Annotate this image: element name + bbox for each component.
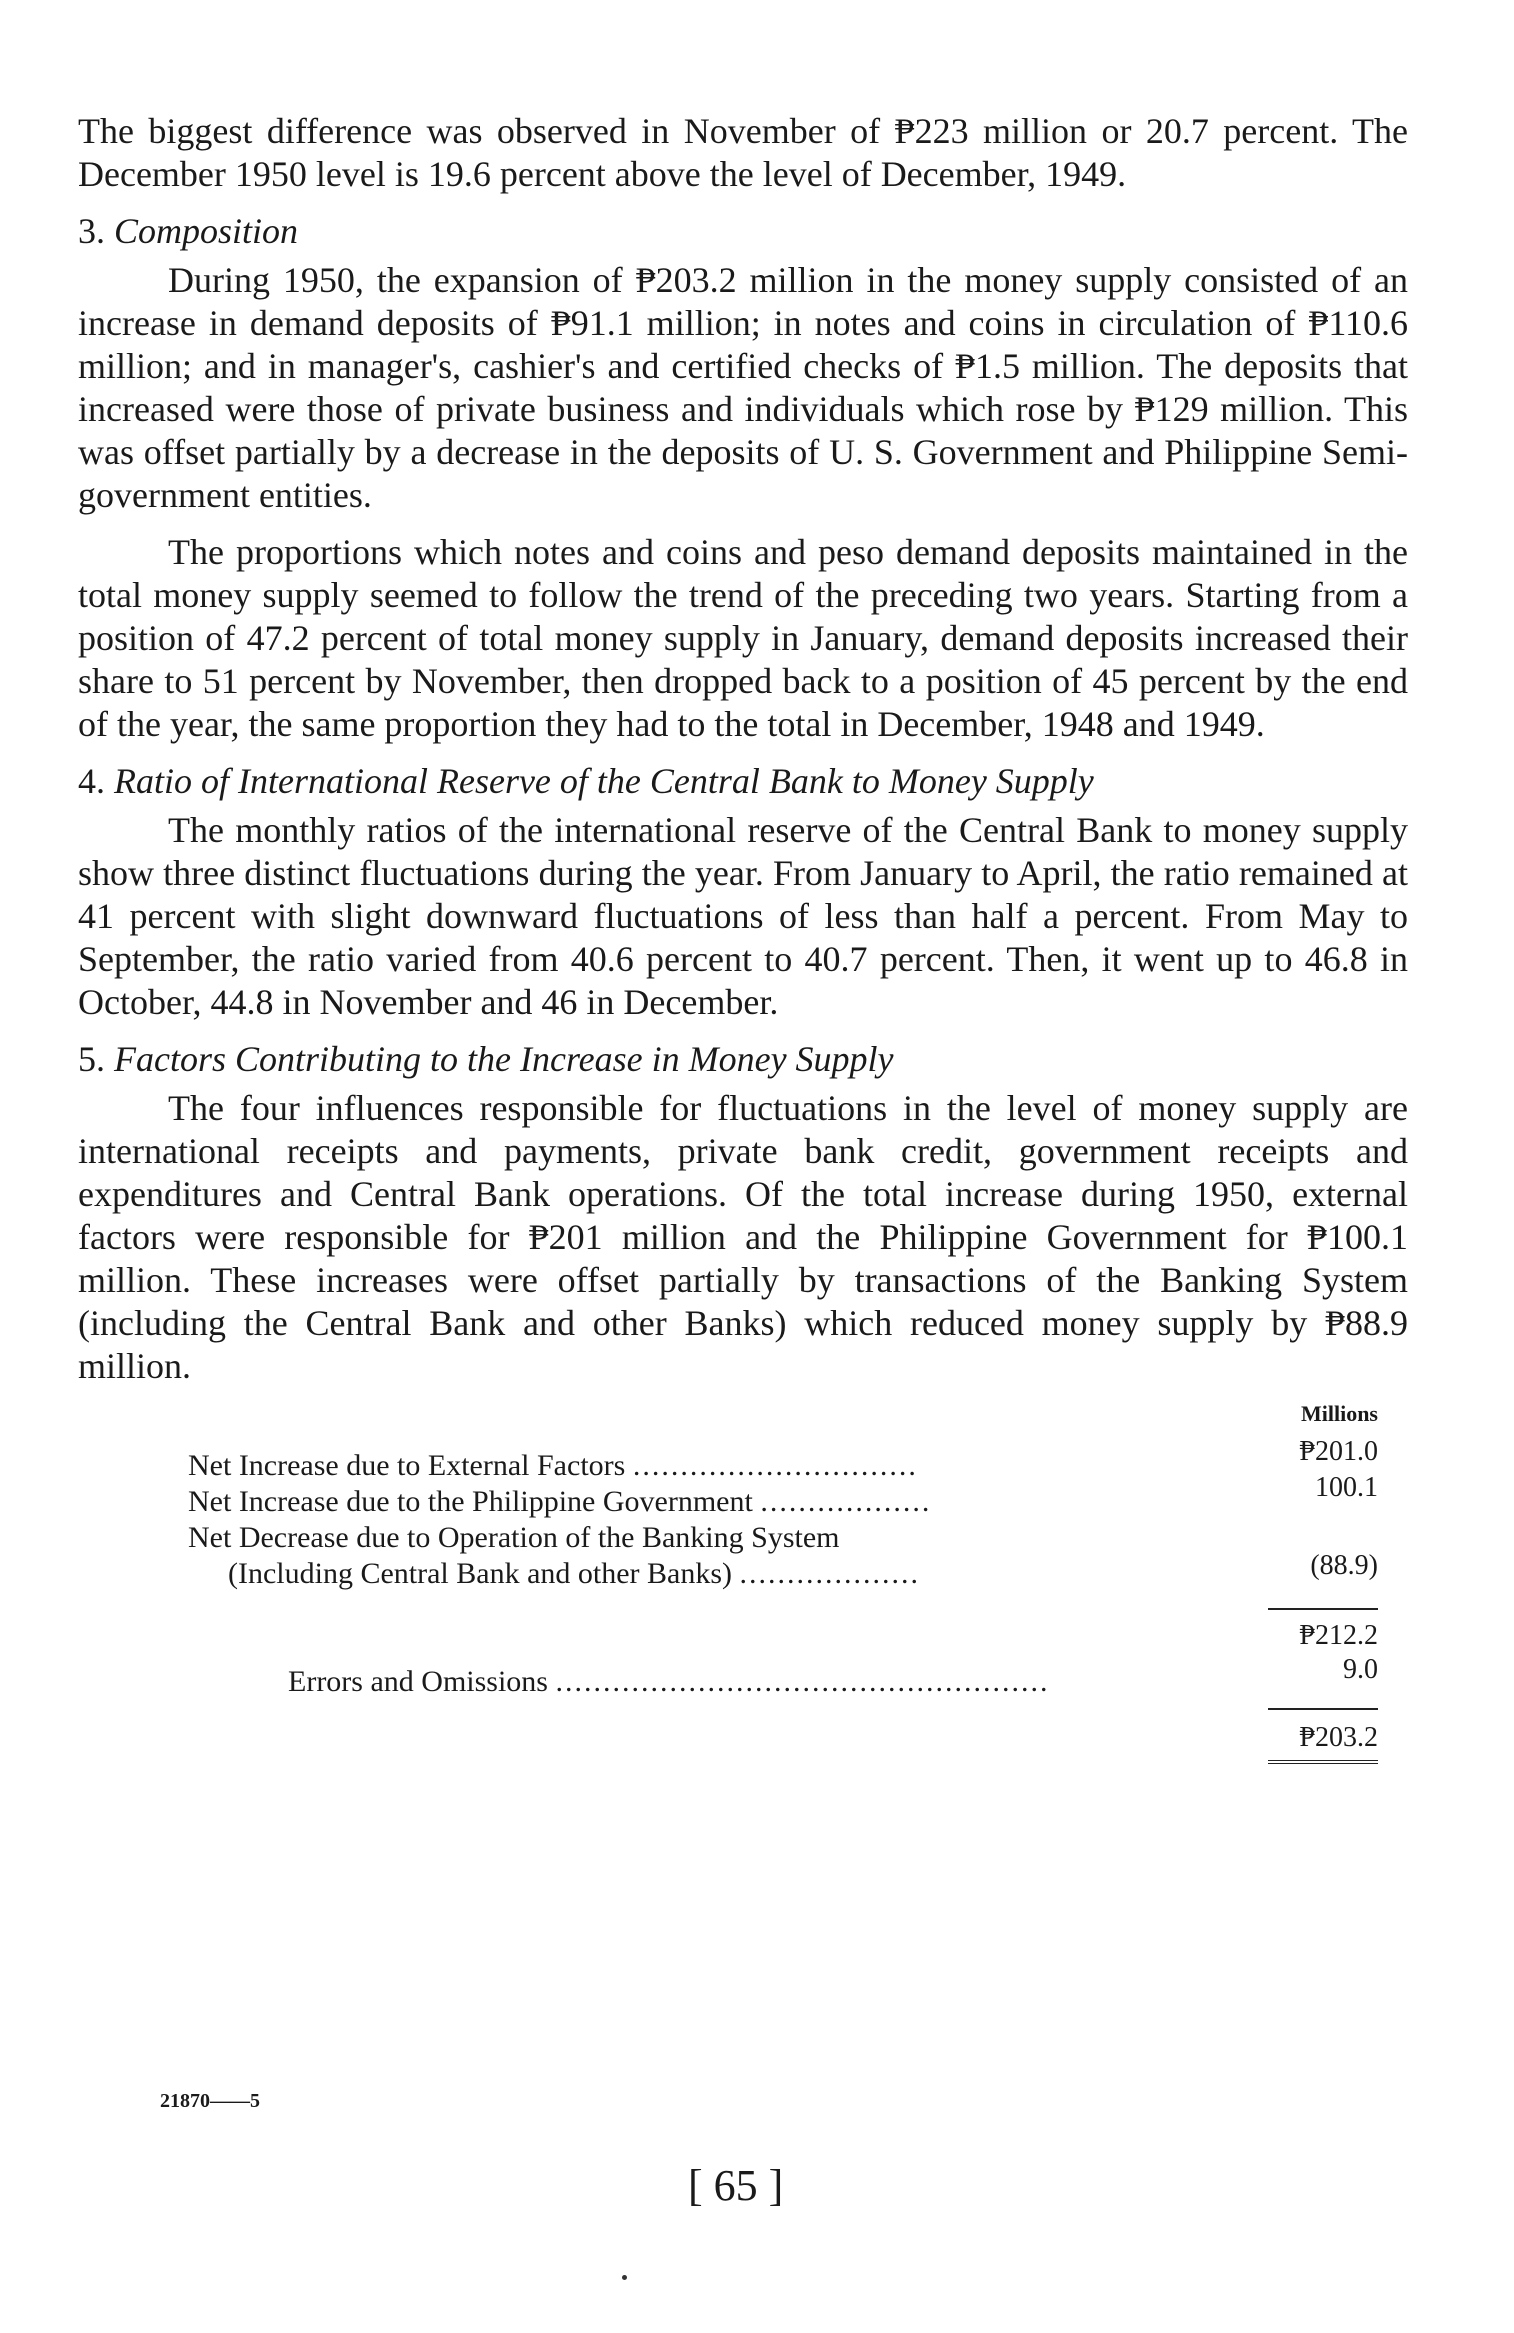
section-title: Factors Contributing to the Increase in Money Supply [114, 1039, 894, 1079]
section-heading-factors [78, 1038, 1408, 1081]
section-number: 4. [78, 761, 105, 801]
units-label: Millions [1300, 1401, 1378, 1426]
total-rule [1268, 1708, 1378, 1710]
subtotal-value: ₱212.2 [1299, 1620, 1378, 1651]
paragraph-proportions: The proportions which notes and coins and peso demand deposits maintained in the total money supply seemed to follow the trend of the preceding two years. Starting from a position of 47.2 percent of total money supply in January, demand deposits increased their share to 51 percent by November, then dropped back to a position of 45 percent by the end of the year, the same proportion they had to the total in December, 1948 and 1949. [78, 532, 1408, 744]
page-number: [ 65 ] [688, 2161, 784, 2210]
paragraph-composition: During 1950, the expansion of ₱203.2 million in the money supply consisted of an increase in demand deposits of ₱91.1 million; in notes and coins in circulation of ₱110.6 million; and in manager's, cashier's and certified checks of ₱1.5 million. The deposits that increased were those of private business and individuals which rose by ₱129 million. This was offset partially by a decrease in the deposits of U. S. Government and Philippine Semi-government entities. [78, 260, 1408, 515]
row-value: 100.1 [1315, 1472, 1378, 1503]
total-value: ₱203.2 [1299, 1722, 1378, 1753]
print-speck [622, 2275, 627, 2280]
row-value: (88.9) [1310, 1550, 1378, 1581]
document-page [78, 110, 1408, 1956]
table-row [188, 1520, 1228, 1556]
total-double-rule [1268, 1760, 1378, 1764]
table-row: (Including Central Bank and other Banks) ................... [228, 1557, 921, 1590]
section-heading-ratio [78, 760, 1408, 803]
print-code: 21870——5 [160, 2090, 260, 2112]
row-label: Net Increase due to the Philippine Government [188, 1485, 753, 1518]
row-value: 9.0 [1343, 1654, 1378, 1685]
section-number: 5. [78, 1039, 105, 1079]
section-number: 3. [78, 211, 105, 251]
row-label: Net Decrease due to Operation of the Banking System [188, 1521, 840, 1554]
paragraph-difference: The biggest difference was observed in November of ₱223 million or 20.7 percent. The December 1950 level is 19.6 percent above the level of December, 1949. [78, 111, 1408, 194]
table-row: Net Increase due to External Factors .............................. [188, 1449, 918, 1482]
row-label: (Including Central Bank and other Banks) [228, 1557, 733, 1590]
table-row: Errors and Omissions .................................................... [288, 1665, 1050, 1698]
subtotal-rule [1268, 1608, 1378, 1610]
paragraph-ratio: The monthly ratios of the international reserve of the Central Bank to money supply show three distinct fluctuations during the year. From January to April, the ratio remained at 41 percent with slight downward fluctuations of less than half a percent. From May to September, the ratio varied from 40.6 percent to 40.7 percent. Then, it went up to 46.8 in October, 44.8 in November and 46 in December. [78, 810, 1408, 1022]
section-heading-composition [78, 210, 1408, 253]
table-row: Net Increase due to the Philippine Government .................. [188, 1485, 932, 1518]
section-title: Composition [114, 211, 299, 251]
section-title: Ratio of International Reserve of the Central Bank to Money Supply [114, 761, 1094, 801]
row-value: ₱201.0 [1299, 1436, 1378, 1467]
factors-table [78, 1396, 1408, 1956]
row-label: Errors and Omissions [288, 1665, 548, 1698]
paragraph-factors: The four influences responsible for fluctuations in the level of money supply are international receipts and payments, private bank credit, government receipts and expenditures and Central Bank operations. Of the total increase during 1950, external factors were responsible for ₱201 million and the Philippine Government for ₱100.1 million. These increases were offset partially by transactions of the Banking System (including the Central Bank and other Banks) which reduced money supply by ₱88.9 million. [78, 1088, 1408, 1386]
row-label: Net Increase due to External Factors [188, 1449, 626, 1482]
